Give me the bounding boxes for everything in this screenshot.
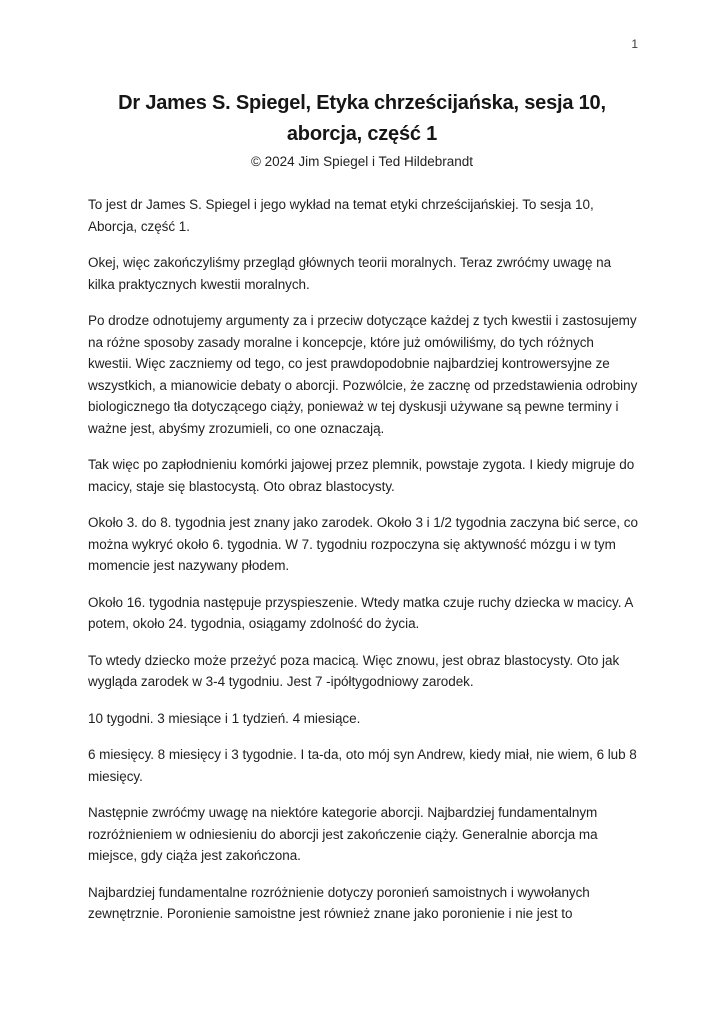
copyright-line: © 2024 Jim Spiegel i Ted Hildebrandt: [250, 154, 474, 169]
document-title-line-2: aborcja, część 1: [286, 123, 438, 145]
paragraph: 10 tygodni. 3 miesiące i 1 tydzień. 4 miesiące.: [88, 710, 361, 726]
document-title-line-1: Dr James S. Spiegel, Etyka chrześcijańska, sesja 10,: [118, 92, 606, 114]
paragraph: Około 3. do 8. tygodnia jest znany jako zarodek. Około 3 i 1/2 tygodnia zaczyna bić serce, co można wykryć około 6. tygodnia. W 7. tygodniu rozpoczyna się aktywność mózgu i w tym momencie jest nazywany płodem.: [88, 515, 638, 573]
document-title: [48, 88, 676, 150]
paragraph: To jest dr James S. Spiegel i jego wykład na temat etyki chrześcijańskiej. To sesja 10, Aborcja, część 1.: [88, 197, 594, 234]
paragraph: Następnie zwróćmy uwagę na niektóre kategorie aborcji. Najbardziej fundamentalnym rozróżnieniem w odniesieniu do aborcji jest zakończenie ciąży. Generalnie aborcja ma miejsce, gdy ciąża jest zakończona.: [88, 805, 598, 863]
paragraph: Okej, więc zakończyliśmy przegląd głównych teorii moralnych. Teraz zwróćmy uwagę na kilka praktycznych kwestii moralnych.: [88, 255, 612, 292]
paragraph: Około 16. tygodnia następuje przyspieszenie. Wtedy matka czuje ruchy dziecka w macicy. A potem, około 24. tygodnia, osiągamy zdolność do życia.: [88, 594, 633, 631]
document-header: [48, 88, 676, 172]
paragraph: Po drodze odnotujemy argumenty za i przeciw dotyczące każdej z tych kwestii i zastosujemy na różne sposoby zasady moralne i koncepcje, które już omówiliśmy, do tych różnych kwestii. Więc zaczniemy od tego, co jest prawdopodobnie najbardziej kontrowersyjne ze wszystkich, a mianowicie debaty o aborcji. Pozwólcie, że zacznę od przedstawienia odrobiny biologicznego tła dotyczącego ciąży, ponieważ w tej dyskusji używane są pewne terminy i ważne jest, abyśmy zrozumieli, co one oznaczają.: [88, 313, 638, 436]
paragraph: Tak więc po zapłodnieniu komórki jajowej przez plemnik, powstaje zygota. I kiedy migruje do macicy, staje się blastocystą. Oto obraz blastocysty.: [88, 457, 635, 494]
document-body: [88, 194, 638, 925]
paragraph: Najbardziej fundamentalne rozróżnienie dotyczy poronień samoistnych i wywołanych zewnętrznie. Poronienie samoistne jest również znane jako poronienie i nie jest to: [88, 884, 590, 921]
page-number: 1: [631, 37, 638, 51]
paragraph: To wtedy dziecko może przeżyć poza macicą. Więc znowu, jest obraz blastocysty. Oto jak wygląda zarodek w 3-4 tygodniu. Jest 7 -ipółtygodniowy zarodek.: [88, 652, 620, 689]
paragraph: 6 miesięcy. 8 miesięcy i 3 tygodnie. I ta-da, oto mój syn Andrew, kiedy miał, nie wiem, 6 lub 8 miesięcy.: [88, 747, 637, 784]
